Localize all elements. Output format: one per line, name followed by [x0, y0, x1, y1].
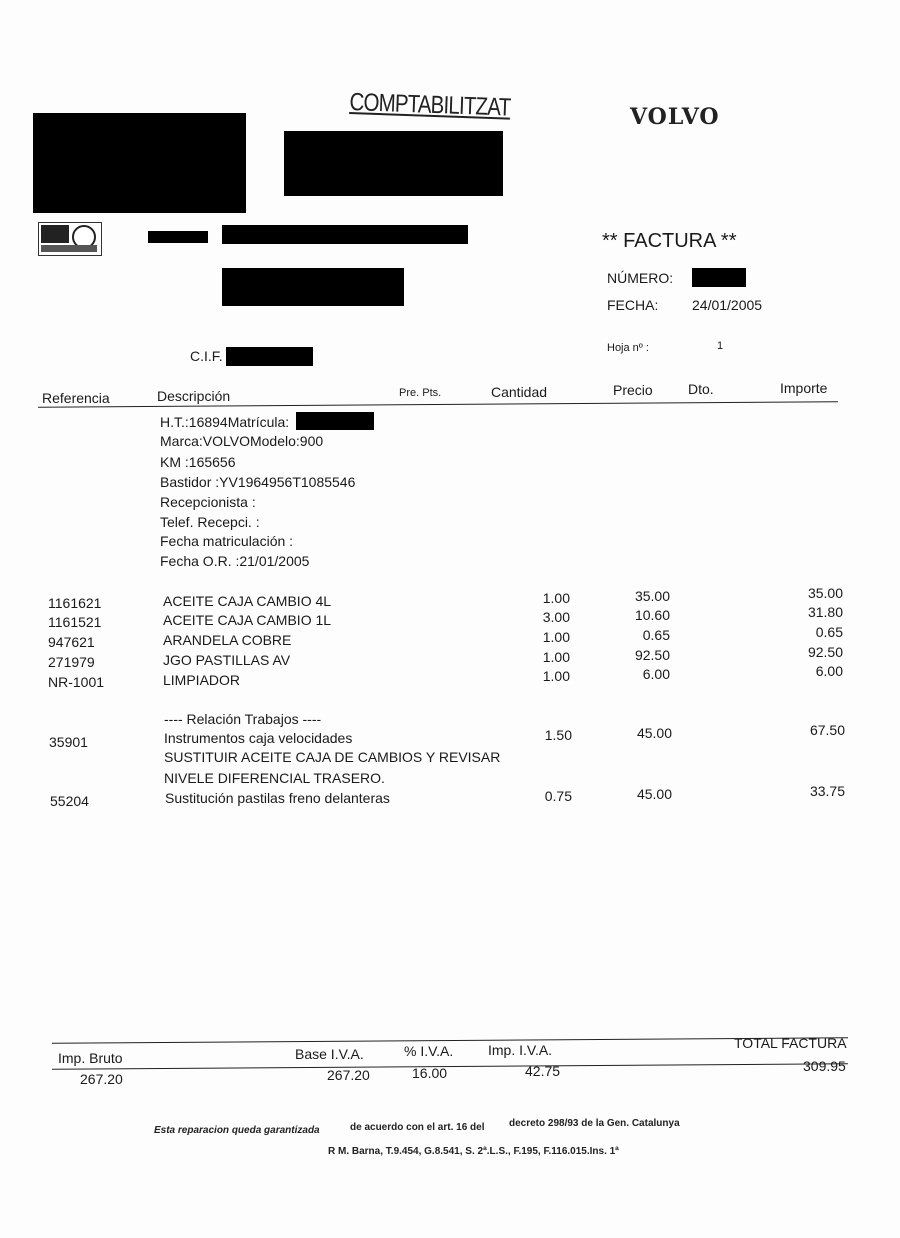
- vehicle-recepcionista: Recepcionista :: [160, 494, 256, 510]
- table-row-qty: 1.00: [542, 668, 570, 684]
- base-iva-label: Base I.V.A.: [295, 1046, 364, 1062]
- table-row-desc: LIMPIADOR: [163, 672, 241, 688]
- table-row-qty: 3.00: [542, 609, 570, 625]
- table-row-qty: 1.00: [542, 649, 570, 665]
- vehicle-bastidor: Bastidor :YV1964956T1085546: [160, 474, 356, 490]
- volvo-logo: VOLVO: [630, 104, 720, 130]
- work-row-ref: 55204: [50, 793, 89, 809]
- table-row-desc: ACEITE CAJA CAMBIO 4L: [163, 593, 332, 609]
- table-row-price: 10.60: [634, 607, 670, 623]
- invoice-title: ** FACTURA **: [602, 230, 737, 252]
- table-row-ref: NR-1001: [48, 674, 105, 690]
- hoja-number: 1: [717, 340, 724, 352]
- col-cantidad: Cantidad: [491, 384, 548, 400]
- imp-bruto-label: Imp. Bruto: [58, 1050, 123, 1066]
- col-importe: Importe: [780, 380, 828, 396]
- work-row-qty: 0.75: [544, 788, 572, 804]
- decree-text: decreto 298/93 de la Gen. Catalunya: [509, 1118, 680, 1129]
- work-row-amount: 33.75: [809, 783, 845, 799]
- table-row-ref: 271979: [48, 654, 95, 670]
- redacted-customer-address: [222, 268, 404, 306]
- redacted-company-name: [33, 113, 246, 213]
- article-text: de acuerdo con el art. 16 del: [350, 1122, 485, 1133]
- table-row-ref: 947621: [48, 634, 95, 650]
- vehicle-marca: Marca:VOLVOModelo:900: [160, 433, 324, 449]
- redacted-invoice-number: [692, 268, 746, 287]
- table-row-qty: 1.00: [542, 629, 570, 645]
- numero-label: NÚMERO:: [607, 270, 674, 286]
- total-label: TOTAL FACTURA: [734, 1035, 847, 1051]
- imp-iva-value: 42.75: [525, 1063, 561, 1079]
- work-row-ref: 35901: [49, 734, 88, 750]
- redacted-plate: [296, 412, 374, 430]
- work-section-title: ---- Relación Trabajos ----: [164, 711, 322, 727]
- guarantee-text: Esta reparacion queda garantizada: [154, 1125, 320, 1136]
- table-row-price: 0.65: [642, 627, 670, 643]
- work-row-desc: Instrumentos caja velocidades: [164, 730, 353, 746]
- col-dto: Dto.: [688, 381, 714, 397]
- invoice-date: 24/01/2005: [692, 297, 763, 313]
- table-row-price: 6.00: [642, 666, 670, 682]
- redacted-company-address: [284, 131, 503, 196]
- base-iva-value: 267.20: [327, 1067, 370, 1083]
- table-row-desc: ARANDELA COBRE: [163, 632, 292, 648]
- table-row-desc: ACEITE CAJA CAMBIO 1L: [163, 612, 332, 628]
- vehicle-ht: H.T.:16894Matrícula:: [160, 414, 290, 430]
- totals-mid-divider: [52, 1063, 848, 1070]
- vehicle-fecha-matric: Fecha matriculación :: [160, 533, 294, 549]
- table-row-price: 92.50: [634, 647, 670, 663]
- table-row-amount: 31.80: [807, 604, 843, 620]
- work-row-desc: NIVELE DIFERENCIAL TRASERO.: [164, 770, 385, 786]
- imp-iva-label: Imp. I.V.A.: [488, 1042, 553, 1058]
- vehicle-telef: Telef. Recepci. :: [160, 514, 260, 530]
- pct-iva-value: 16.00: [412, 1065, 448, 1081]
- work-row-price: 45.00: [636, 725, 672, 741]
- table-row-desc: JGO PASTILLAS AV: [163, 652, 291, 668]
- hoja-label: Hoja nº :: [607, 342, 649, 354]
- table-row-amount: 6.00: [815, 663, 843, 679]
- vehicle-fecha-or: Fecha O.R. :21/01/2005: [160, 553, 310, 569]
- vehicle-km: KM :165656: [160, 454, 236, 470]
- redacted-cif: [226, 347, 313, 366]
- col-precio: Precio: [613, 382, 653, 398]
- cif-label: C.I.F.: [190, 348, 223, 364]
- table-row-amount: 0.65: [815, 624, 843, 640]
- work-row-desc: SUSTITUIR ACEITE CAJA DE CAMBIOS Y REVISAR: [164, 749, 501, 765]
- col-pre-pts: Pre. Pts.: [399, 387, 442, 399]
- redacted-customer-code: [148, 231, 208, 243]
- table-row-qty: 1.00: [542, 590, 570, 606]
- table-row-ref: 1161621: [48, 595, 102, 611]
- redacted-customer-name: [222, 225, 468, 244]
- imp-bruto-value: 267.20: [80, 1071, 123, 1087]
- registry-text: R M. Barna, T.9.454, G.8.541, S. 2ª.L.S., F.195, F.116.015.Ins. 1ª: [328, 1146, 619, 1157]
- work-row-qty: 1.50: [544, 727, 572, 743]
- col-descripcion: Descripción: [157, 388, 231, 404]
- table-row-amount: 35.00: [807, 585, 843, 601]
- table-row-price: 35.00: [634, 588, 670, 604]
- fecha-label: FECHA:: [607, 297, 659, 313]
- work-row-price: 45.00: [636, 786, 672, 802]
- iso-certification-icon: [38, 222, 102, 256]
- table-row-amount: 92.50: [807, 644, 843, 660]
- table-row-ref: 1161521: [48, 614, 102, 630]
- work-row-desc: Sustitución pastilas freno delanteras: [165, 790, 390, 806]
- work-row-amount: 67.50: [809, 722, 845, 738]
- accounting-stamp: COMPTABILITZAT: [349, 88, 511, 122]
- pct-iva-label: % I.V.A.: [404, 1043, 454, 1059]
- total-value: 309.95: [803, 1058, 846, 1074]
- col-referencia: Referencia: [42, 390, 110, 406]
